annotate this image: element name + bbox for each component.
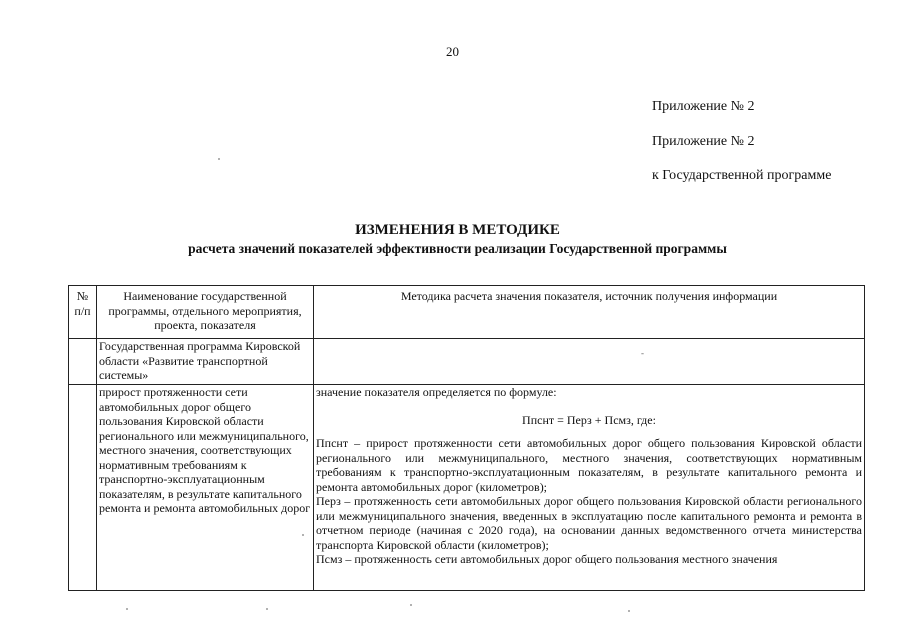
scan-speck xyxy=(628,610,630,612)
indicator-number xyxy=(69,385,97,591)
header-number: № п/п xyxy=(69,286,97,339)
appendix-label-1: Приложение № 2 xyxy=(652,99,755,114)
table-row-program xyxy=(69,339,865,385)
header-method: Методика расчета значения показателя, источник получения информации xyxy=(314,286,865,339)
header-name: Наименование государственной программы, отдельного мероприятия, проекта, показателя xyxy=(97,286,314,339)
table-header-row xyxy=(69,286,865,339)
method-formula: Ппснт = Перз + Псмз, где: xyxy=(522,412,656,427)
scan-speck xyxy=(410,604,412,606)
method-intro: значение показателя определяется по формуле: xyxy=(316,385,557,399)
table-row-indicator xyxy=(69,385,865,591)
indicator-name: прирост протяженности сети автомобильных дорог общего пользования Кировской области регионального или межмуниципального, местного значения, соответствующих нормативным требованиям к транспортно-эксплуатационным показателям, в результате капитального ремонта и ремонта автомобильных дорог xyxy=(97,385,314,591)
scan-speck xyxy=(218,158,220,160)
document-subtitle: расчета значений показателей эффективности реализации Государственной программы xyxy=(188,241,727,256)
scan-speck xyxy=(266,608,268,610)
method-definition-ppsnt: Ппснт – прирост протяженности сети автомобильных дорог общего пользования Кировской области регионального или межмуниципального, местного значения, соответствующих нормативным требованиям к транспортно-эксплуатационным показателям, в результате капитального ремонта и ремонта автомобильных дорог (километров); xyxy=(316,436,862,494)
methodology-table xyxy=(68,285,865,591)
method-definition-perz: Перз – протяженность сети автомобильных дорог общего пользования Кировской области регионального или межмуниципального значения, введенных в эксплуатацию после капитального ремонта и ремонта в отчетном периоде (начиная с 2020 года), на основании данных ведомственного отчета министерства транспорта Кировской области (километров); xyxy=(316,494,862,552)
method-definition-psmz: Псмз – протяженность сети автомобильных дорог общего пользования местного значения xyxy=(316,552,778,566)
document-title: ИЗМЕНЕНИЯ В МЕТОДИКЕ xyxy=(355,222,560,238)
indicator-method xyxy=(314,385,865,591)
scan-speck xyxy=(126,608,128,610)
appendix-program-reference: к Государственной программе xyxy=(652,168,832,183)
page-number: 20 xyxy=(446,44,459,59)
appendix-label-2: Приложение № 2 xyxy=(652,134,755,149)
program-method xyxy=(314,339,865,385)
program-name: Государственная программа Кировской области «Развитие транспортной системы» xyxy=(97,339,314,385)
program-number xyxy=(69,339,97,385)
program-method-dash: - xyxy=(641,348,644,358)
scan-speck xyxy=(302,534,304,536)
